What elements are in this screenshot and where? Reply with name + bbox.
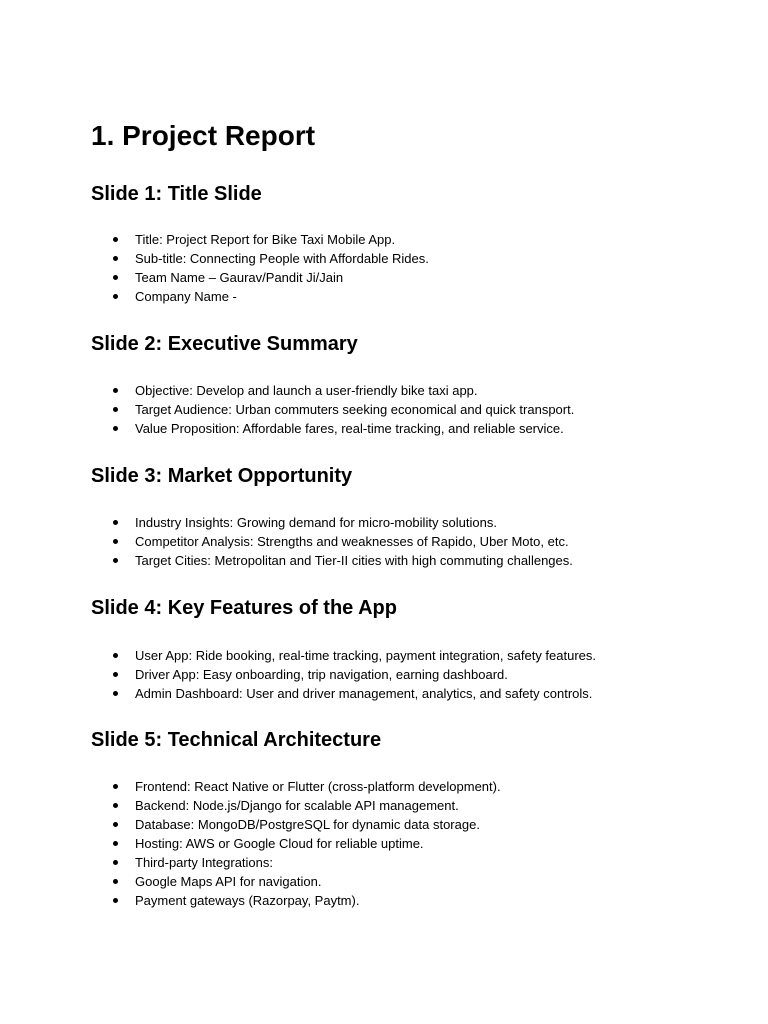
section-title: Slide 2: Executive Summary — [91, 333, 358, 355]
bullet-icon — [113, 539, 118, 544]
bullet-icon — [113, 898, 118, 903]
section-title: Slide 4: Key Features of the App — [91, 597, 397, 619]
bullet-icon — [113, 294, 118, 299]
document-title: 1. Project Report — [91, 120, 316, 151]
bullet-icon — [113, 784, 118, 789]
bullet-icon — [113, 822, 118, 827]
bullet-icon — [113, 879, 118, 884]
list-item-text: Google Maps API for navigation. — [135, 874, 322, 889]
bullet-icon — [113, 558, 118, 563]
section-title: Slide 3: Market Opportunity — [91, 465, 353, 487]
bullet-icon — [113, 841, 118, 846]
bullet-icon — [113, 803, 118, 808]
list-item-text: Objective: Develop and launch a user-friendly bike taxi app. — [135, 383, 478, 398]
list-item-text: Industry Insights: Growing demand for micro-mobility solutions. — [135, 515, 497, 530]
list-item-text: User App: Ride booking, real-time tracking, payment integration, safety features. — [135, 648, 597, 663]
bullet-icon — [113, 426, 118, 431]
bullet-icon — [113, 691, 118, 696]
bullet-icon — [113, 860, 118, 865]
list-item-text: Hosting: AWS or Google Cloud for reliable uptime. — [135, 836, 424, 851]
list-item-text: Sub-title: Connecting People with Affordable Rides. — [135, 251, 429, 266]
list-item-text: Team Name – Gaurav/Pandit Ji/Jain — [135, 270, 344, 285]
list-item-text: Database: MongoDB/PostgreSQL for dynamic data storage. — [135, 817, 480, 832]
bullet-icon — [113, 672, 118, 677]
list-item-text: Frontend: React Native or Flutter (cross-platform development). — [135, 779, 501, 794]
bullet-icon — [113, 237, 118, 242]
list-item-text: Target Audience: Urban commuters seeking economical and quick transport. — [135, 402, 575, 417]
list-item-text: Company Name - — [135, 289, 237, 304]
bullet-icon — [113, 275, 118, 280]
bullet-icon — [113, 653, 118, 658]
list-item-text: Third-party Integrations: — [135, 855, 274, 870]
list-item-text: Payment gateways (Razorpay, Paytm). — [135, 893, 360, 908]
list-item-text: Competitor Analysis: Strengths and weaknesses of Rapido, Uber Moto, etc. — [135, 534, 569, 549]
list-item-text: Backend: Node.js/Django for scalable API management. — [135, 798, 459, 813]
section-title: Slide 1: Title Slide — [91, 183, 262, 205]
list-item-text: Target Cities: Metropolitan and Tier-II cities with high commuting challenges. — [135, 553, 573, 568]
bullet-icon — [113, 407, 118, 412]
bullet-icon — [113, 256, 118, 261]
list-item-text: Value Proposition: Affordable fares, real-time tracking, and reliable service. — [135, 421, 564, 436]
list-item-text: Title: Project Report for Bike Taxi Mobile App. — [135, 232, 396, 247]
list-item-text: Admin Dashboard: User and driver management, analytics, and safety controls. — [135, 686, 593, 701]
list-item-text: Driver App: Easy onboarding, trip navigation, earning dashboard. — [135, 667, 508, 682]
section-title: Slide 5: Technical Architecture — [91, 729, 382, 751]
bullet-icon — [113, 388, 118, 393]
bullet-icon — [113, 520, 118, 525]
